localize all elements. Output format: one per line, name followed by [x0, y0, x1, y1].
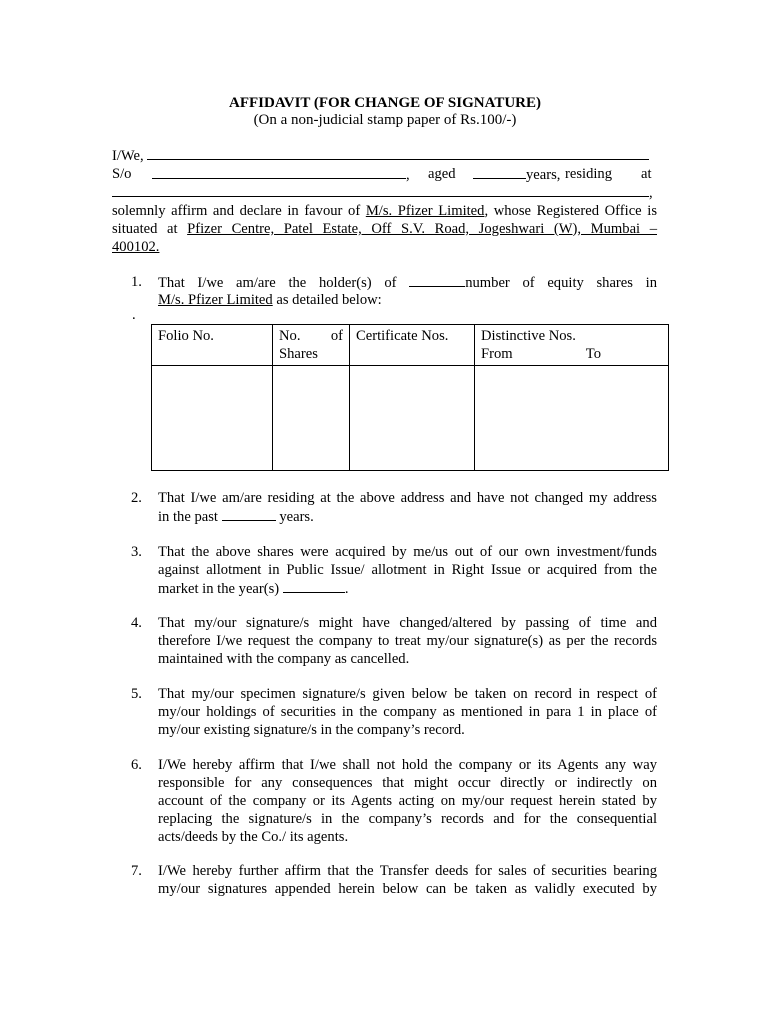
- para-2: [158, 489, 657, 525]
- para-5: [158, 685, 657, 739]
- header-from: From: [481, 346, 513, 362]
- declaration-line-1: [112, 202, 657, 220]
- so-label: S/o: [112, 166, 132, 182]
- address-line: [112, 183, 653, 202]
- shares-cell[interactable]: [273, 366, 350, 471]
- distinctive-cell[interactable]: [475, 366, 669, 471]
- at-label: at: [641, 166, 652, 182]
- para-1-text-a: That I/we am/are the holder(s) of: [158, 275, 397, 291]
- table-row: [152, 366, 669, 471]
- para-3: [158, 543, 657, 597]
- para-4-line-2: therefore I/we request the company to treat my/our signature(s) as per the records: [158, 633, 657, 649]
- address-field[interactable]: [112, 183, 649, 197]
- share-details-table: [151, 324, 669, 471]
- iwe-line: [112, 146, 649, 165]
- year-field[interactable]: [283, 579, 345, 593]
- para-4-line-3: maintained with the company as cancelled.: [158, 651, 410, 667]
- folio-cell[interactable]: [152, 366, 273, 471]
- para-7-line-1: I/We hereby further affirm that the Transfer deeds for sales of securities bearing: [158, 863, 657, 879]
- para-6-line-1: I/We hereby affirm that I/we shall not hold the company or its Agents any way: [158, 757, 657, 773]
- stray-mark: .: [132, 307, 136, 323]
- para-3-text-a: market in the year(s): [158, 581, 280, 597]
- para-6-line-5: acts/deeds by the Co./ its agents.: [158, 829, 349, 845]
- comma: ,: [406, 167, 410, 183]
- para-7-line-2: my/our signatures appended herein below can be taken as validly executed by: [158, 881, 657, 897]
- share-count-field[interactable]: [409, 273, 465, 287]
- header-folio-no: Folio No.: [152, 325, 273, 366]
- para-6-line-3: account of the company or its Agents acting on my/our request herein stated by: [158, 793, 657, 809]
- father-name-field[interactable]: [152, 165, 406, 179]
- para-4-number: 4.: [131, 615, 142, 631]
- para-2-number: 2.: [131, 490, 142, 506]
- para-5-line-3: my/our existing signature/s in the company’s record.: [158, 722, 465, 738]
- para-1-line-2: [158, 291, 657, 309]
- age-wrap: [473, 165, 560, 184]
- para-3-line-2: against allotment in Public Issue/ allotment in Right Issue or acquired from the: [158, 562, 657, 578]
- para-1-text-c: as detailed below:: [272, 292, 382, 308]
- header-distinctive-nos: [475, 325, 669, 366]
- situated-text: situated at: [112, 221, 178, 237]
- name-field[interactable]: [147, 146, 649, 160]
- father-name-wrap: [152, 165, 410, 184]
- so-line: [112, 165, 131, 183]
- company-name: M/s. Pfizer Limited: [365, 203, 485, 219]
- para-3-number: 3.: [131, 544, 142, 560]
- declaration-line-2: [112, 220, 657, 238]
- declaration-text-post: , whose Registered Office is: [484, 203, 657, 219]
- residing-label: residing: [565, 166, 613, 182]
- para-2-line-1: That I/we am/are residing at the above address and have not changed my address: [158, 490, 657, 506]
- years-field[interactable]: [222, 507, 276, 521]
- para-2-text-b: years.: [279, 509, 314, 525]
- para-2-line-2: [158, 507, 657, 525]
- para-4-line-1: That my/our signature/s might have changed/altered by passing of time and: [158, 615, 657, 631]
- table-header-row: [152, 325, 669, 366]
- para-3-line-1: That the above shares were acquired by me/us out of our own investment/funds: [158, 544, 657, 560]
- aged-label: aged: [428, 166, 456, 182]
- document-title: AFFIDAVIT (FOR CHANGE OF SIGNATURE): [229, 95, 541, 111]
- para-6-line-4: replacing the signature/s in the company’s records and for the consequential: [158, 811, 657, 827]
- header-no-c: Shares: [279, 346, 318, 362]
- para-7: [158, 862, 657, 898]
- para-7-number: 7.: [131, 863, 142, 879]
- pin-code: 400102.: [112, 239, 160, 255]
- header-dist-title: Distinctive Nos.: [481, 328, 576, 344]
- iwe-label: I/We,: [112, 148, 144, 164]
- header-no-a: No.: [279, 328, 301, 344]
- header-to: To: [585, 346, 601, 362]
- para-1-line-1: [158, 273, 657, 291]
- para-6: [158, 756, 657, 846]
- years-label: years,: [526, 167, 561, 183]
- header-no-b: of: [330, 328, 343, 344]
- header-certificate-nos: Certificate Nos.: [350, 325, 475, 366]
- declaration-text: solemnly affirm and declare in favour of: [112, 203, 361, 219]
- para-3-line-3: [158, 579, 657, 597]
- para-1: [158, 273, 657, 309]
- para-3-text-b: .: [344, 581, 349, 597]
- para-2-text-a: in the past: [158, 509, 218, 525]
- para-5-line-2: my/our holdings of securities in the company as mentioned in para 1 in place of: [158, 704, 657, 720]
- header-no-of-shares: [273, 325, 350, 366]
- address-comma: ,: [649, 185, 653, 201]
- age-field[interactable]: [473, 165, 526, 179]
- document-subtitle: (On a non-judicial stamp paper of Rs.100/-): [253, 112, 517, 128]
- para-4: [158, 614, 657, 668]
- para-6-number: 6.: [131, 757, 142, 773]
- para-1-company: M/s. Pfizer Limited: [158, 292, 273, 308]
- para-5-number: 5.: [131, 686, 142, 702]
- para-1-text-b: number of equity shares in: [465, 275, 657, 291]
- para-5-line-1: That my/our specimen signature/s given below be taken on record in respect of: [158, 686, 657, 702]
- certificate-cell[interactable]: [350, 366, 475, 471]
- registered-address: Pfizer Centre, Patel Estate, Off S.V. Road, Jogeshwari (W), Mumbai –: [187, 221, 657, 237]
- para-1-number: 1.: [131, 274, 142, 290]
- para-6-line-2: responsible for any consequences that might occur directly or indirectly on: [158, 775, 657, 791]
